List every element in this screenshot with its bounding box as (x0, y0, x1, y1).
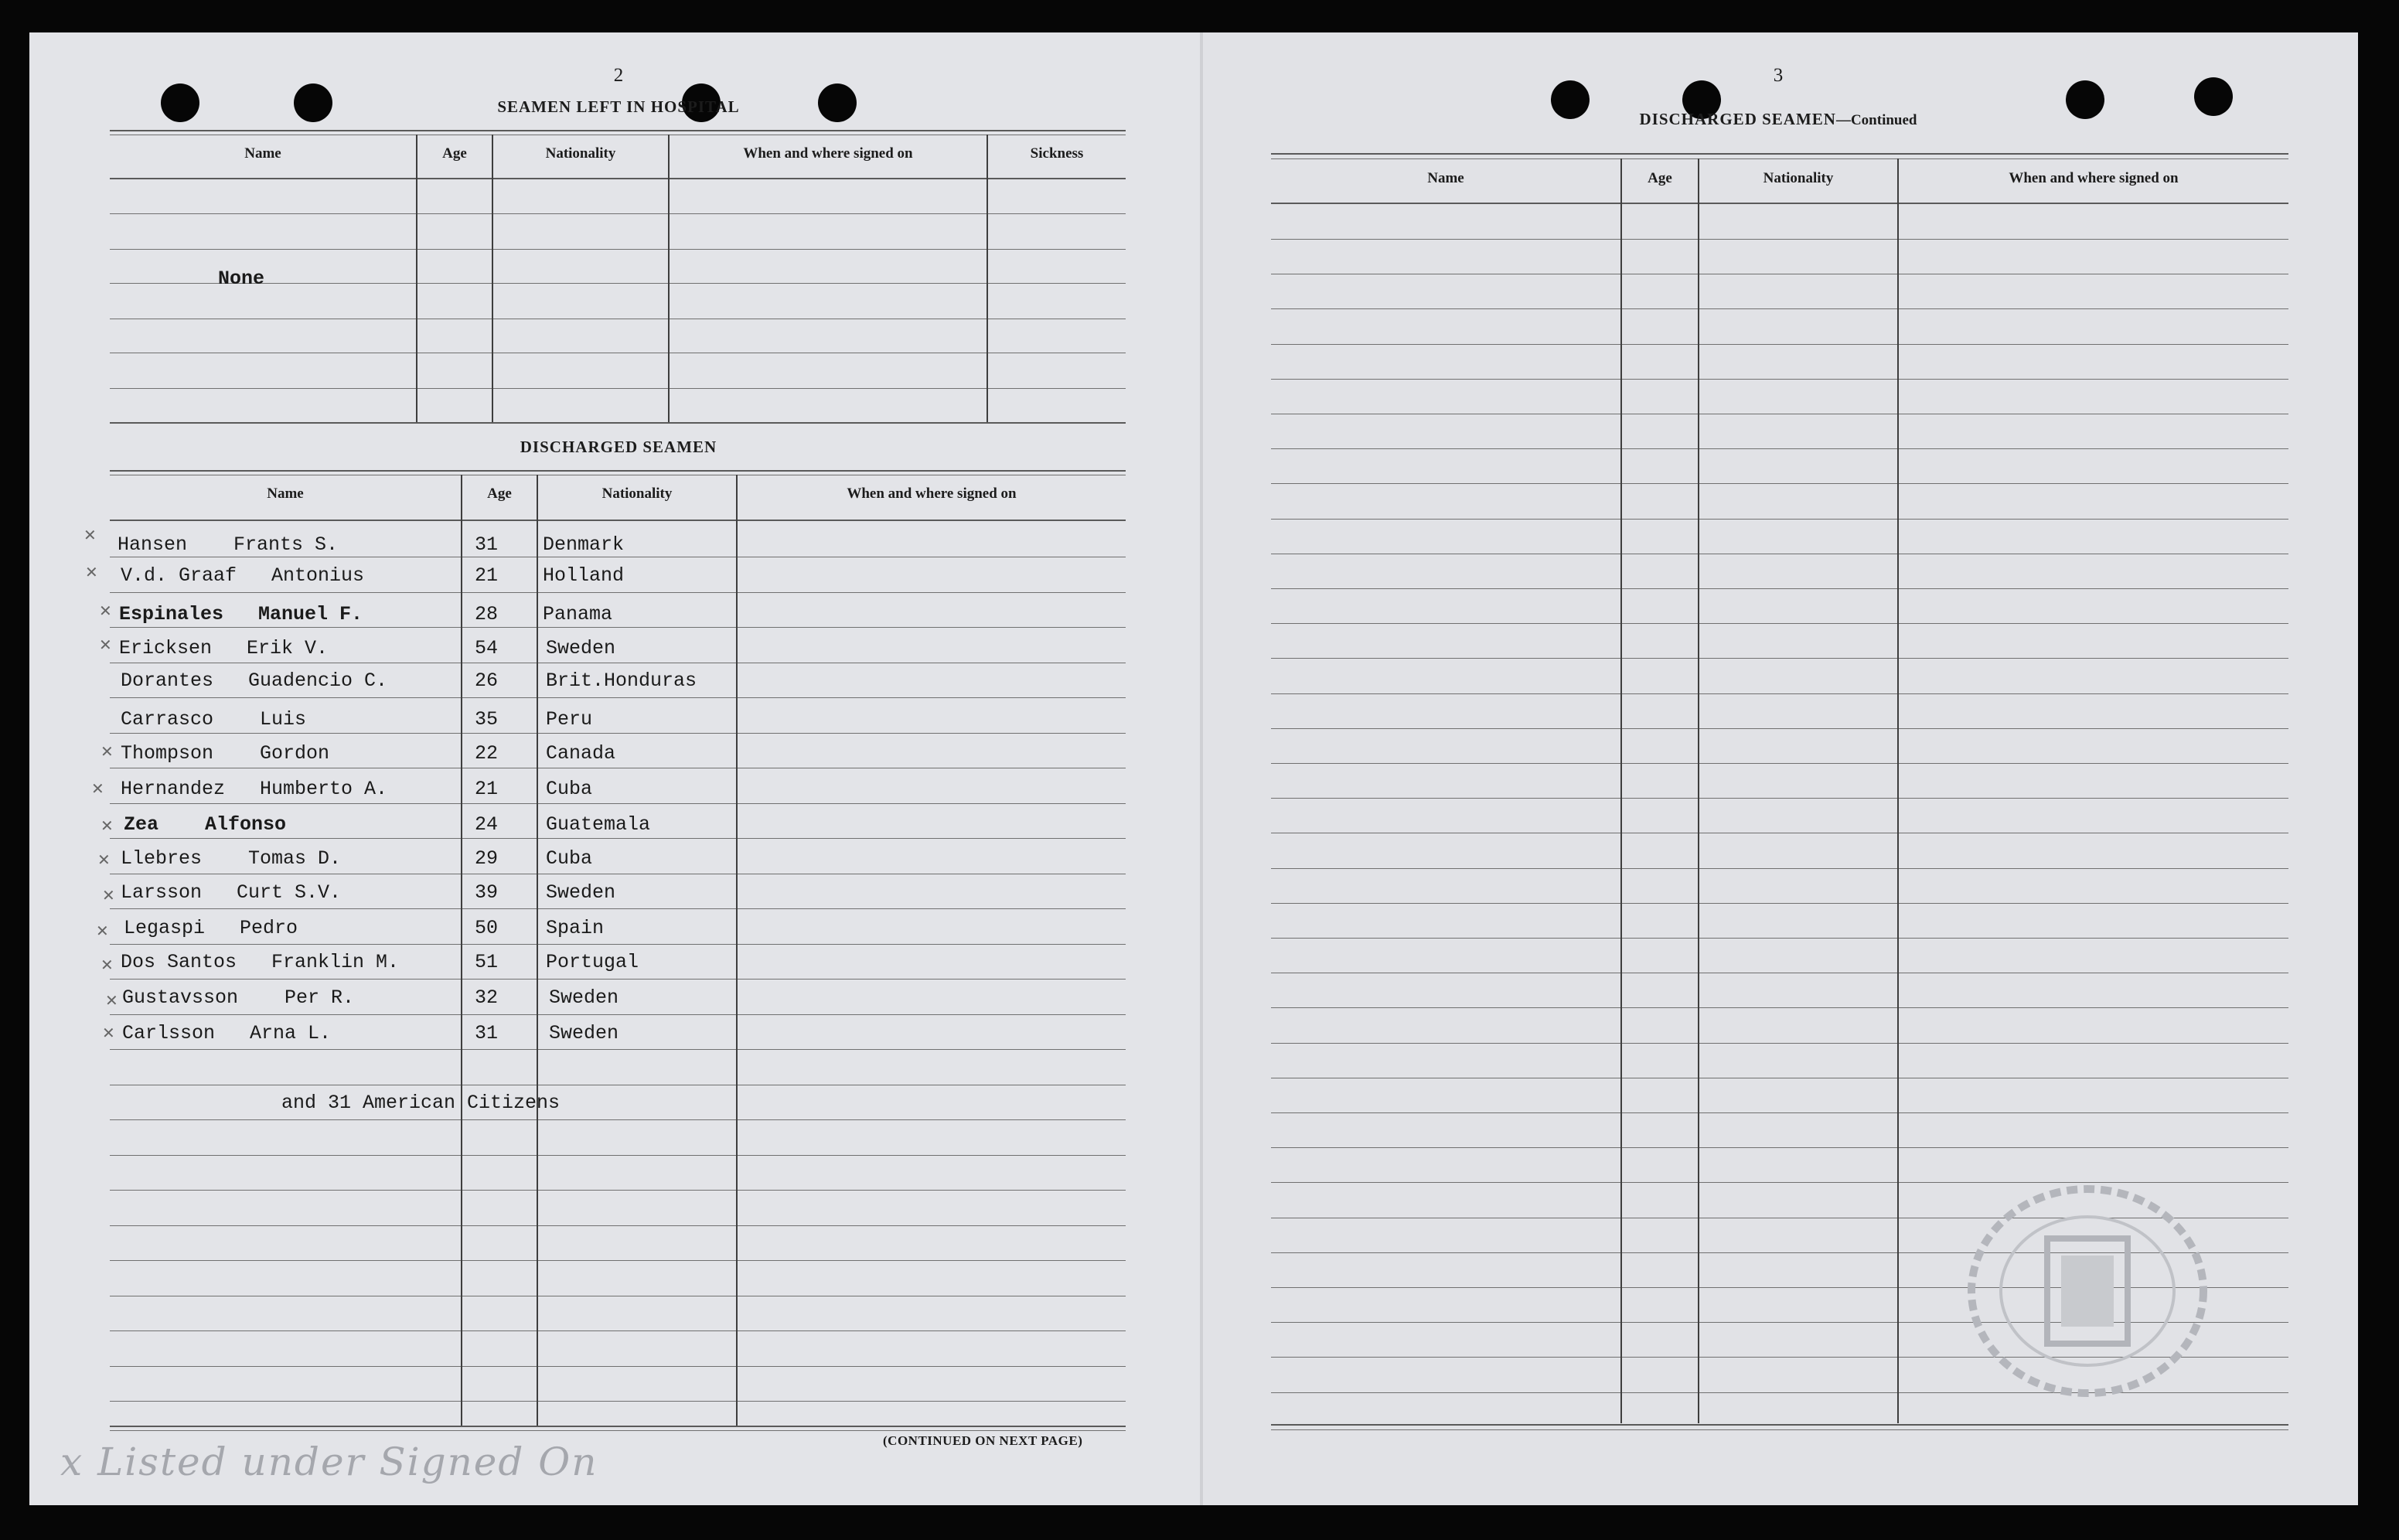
seaman-age: 51 (475, 951, 499, 973)
seaman-name: Larsson Curt S.V. (121, 881, 342, 904)
seaman-name: Dorantes Guadencio C. (121, 669, 388, 692)
column-header: Nationality (1763, 170, 1834, 186)
ruled-line (110, 1049, 1126, 1050)
seaman-name: Zea Alfonso (124, 813, 287, 836)
ruled-line (1271, 1007, 2288, 1008)
column-header: Age (442, 145, 467, 162)
seaman-nationality: Canada (546, 742, 616, 765)
seaman-age: 29 (475, 847, 499, 870)
seaman-name: Llebres Tomas D. (121, 847, 342, 870)
ruled-line (1271, 693, 2288, 694)
seaman-name: Carlsson Arna L. (122, 1022, 332, 1044)
check-mark-icon: ✕ (101, 956, 114, 974)
ruled-line (1271, 1043, 2288, 1044)
left-page (29, 32, 1201, 1505)
ruled-line (110, 1260, 1126, 1261)
seaman-age: 21 (475, 778, 499, 800)
ruled-line (110, 1155, 1126, 1156)
check-mark-icon: ✕ (102, 886, 115, 905)
ruled-line (110, 627, 1126, 628)
binder-hole (161, 83, 199, 122)
check-mark-icon: ✕ (99, 635, 112, 654)
ruled-line (1271, 519, 2288, 520)
seaman-nationality: Panama (543, 603, 613, 625)
ruled-line (110, 592, 1126, 593)
handwritten-note: x Listed under Signed On (60, 1439, 598, 1484)
ruled-line (110, 1119, 1126, 1120)
seaman-age: 35 (475, 708, 499, 731)
page-number: 3 (1773, 65, 1784, 86)
continued-footer: (CONTINUED ON NEXT PAGE) (883, 1433, 1083, 1448)
check-mark-icon: ✕ (102, 1024, 115, 1042)
column-header: Name (1427, 170, 1464, 186)
seaman-age: 24 (475, 813, 499, 836)
column-header: Name (267, 486, 304, 502)
ruled-line (110, 697, 1126, 698)
hospital-entry: None (218, 267, 265, 290)
seaman-name: Gustavsson Per R. (122, 986, 355, 1009)
seaman-nationality: Holland (543, 564, 625, 587)
seaman-age: 26 (475, 669, 499, 692)
column-header: Age (487, 486, 512, 502)
continued-title (1554, 110, 2002, 129)
seaman-age: 22 (475, 742, 499, 765)
check-mark-icon: ✕ (85, 563, 98, 581)
page-fold (1200, 32, 1203, 1505)
continued-title-main: DISCHARGED SEAMEN (1639, 110, 1836, 128)
check-mark-icon: ✕ (97, 850, 111, 869)
binder-hole (2066, 80, 2104, 119)
seaman-nationality: Cuba (546, 778, 593, 800)
ruled-line (110, 944, 1126, 945)
seaman-name: Dos Santos Franklin M. (121, 951, 400, 973)
seaman-nationality: Sweden (549, 1022, 619, 1044)
american-citizens-note: and 31 American Citizens (281, 1092, 561, 1114)
column-header: Sickness (1030, 145, 1084, 162)
binder-hole (2194, 77, 2233, 116)
seaman-name: Espinales Manuel F. (119, 603, 363, 625)
seaman-age: 39 (475, 881, 499, 904)
ruled-line (1271, 658, 2288, 659)
seaman-age: 31 (475, 1022, 499, 1044)
ruled-line (1271, 938, 2288, 939)
check-mark-icon: ✕ (101, 742, 114, 761)
seaman-age: 31 (475, 533, 499, 556)
seaman-age: 54 (475, 637, 499, 659)
seaman-nationality: Denmark (543, 533, 625, 556)
ruled-line (110, 803, 1126, 804)
ruled-line (1271, 379, 2288, 380)
seaman-nationality: Sweden (546, 637, 616, 659)
seaman-age: 21 (475, 564, 499, 587)
ruled-line (1271, 239, 2288, 240)
column-header: Nationality (601, 486, 673, 502)
binder-hole (818, 83, 857, 122)
seaman-name: Ericksen Erik V. (119, 637, 329, 659)
seaman-age: 32 (475, 986, 499, 1009)
seaman-name: Thompson Gordon (121, 742, 330, 765)
column-header: Age (1648, 170, 1672, 186)
seaman-name: Legaspi Pedro (124, 917, 298, 939)
column-header: When and where signed on (2009, 170, 2179, 186)
seaman-nationality: Sweden (549, 986, 619, 1009)
ruled-line (1271, 1147, 2288, 1148)
seaman-nationality: Peru (546, 708, 593, 731)
column-header: Nationality (545, 145, 616, 162)
seaman-name: V.d. Graaf Antonius (121, 564, 365, 587)
check-mark-icon: ✕ (101, 816, 114, 835)
continued-title-suffix: —Continued (1835, 112, 1917, 128)
ruled-line (110, 908, 1126, 909)
ruled-line (1271, 798, 2288, 799)
ruled-line (1271, 763, 2288, 764)
ruled-line (110, 733, 1126, 734)
seaman-age: 50 (475, 917, 499, 939)
ruled-line (1271, 588, 2288, 589)
seaman-nationality: Guatemala (546, 813, 651, 836)
seaman-nationality: Brit.Honduras (546, 669, 697, 692)
seaman-age: 28 (475, 603, 499, 625)
ruled-line (1271, 868, 2288, 869)
column-header: Name (244, 145, 281, 162)
check-mark-icon: ✕ (96, 922, 109, 940)
column-header: When and where signed on (847, 486, 1017, 502)
check-mark-icon: ✕ (83, 526, 97, 544)
ruled-line (1271, 308, 2288, 309)
ruled-line (110, 838, 1126, 839)
ruled-line (1271, 728, 2288, 729)
ruled-line (110, 1190, 1126, 1191)
ruled-line (1271, 448, 2288, 449)
ruled-line (1271, 344, 2288, 345)
hospital-title: SEAMEN LEFT IN HOSPITAL (497, 97, 740, 116)
ruled-line (110, 1225, 1126, 1226)
page-number: 2 (613, 65, 624, 86)
column-header: When and where signed on (743, 145, 913, 162)
seaman-nationality: Portugal (546, 951, 639, 973)
seaman-name: Hansen Frants S. (118, 533, 339, 556)
seaman-nationality: Spain (546, 917, 605, 939)
ruled-line (110, 1401, 1126, 1402)
ruled-line (110, 1330, 1126, 1331)
ruled-line (1271, 903, 2288, 904)
ruled-line (110, 1366, 1126, 1367)
check-mark-icon: ✕ (105, 991, 118, 1010)
seaman-nationality: Sweden (546, 881, 616, 904)
ruled-line (1271, 623, 2288, 624)
ruled-line (110, 1014, 1126, 1015)
ruled-line (1271, 483, 2288, 484)
check-mark-icon: ✕ (99, 601, 112, 620)
seaman-nationality: Cuba (546, 847, 593, 870)
received-stamp (1956, 1175, 2219, 1407)
ruled-line (110, 979, 1126, 980)
check-mark-icon: ✕ (91, 779, 104, 798)
ruled-line (1271, 1112, 2288, 1113)
discharged-title: DISCHARGED SEAMEN (520, 438, 717, 456)
seaman-name: Hernandez Humberto A. (121, 778, 388, 800)
binder-hole (294, 83, 332, 122)
seaman-name: Carrasco Luis (121, 708, 307, 731)
